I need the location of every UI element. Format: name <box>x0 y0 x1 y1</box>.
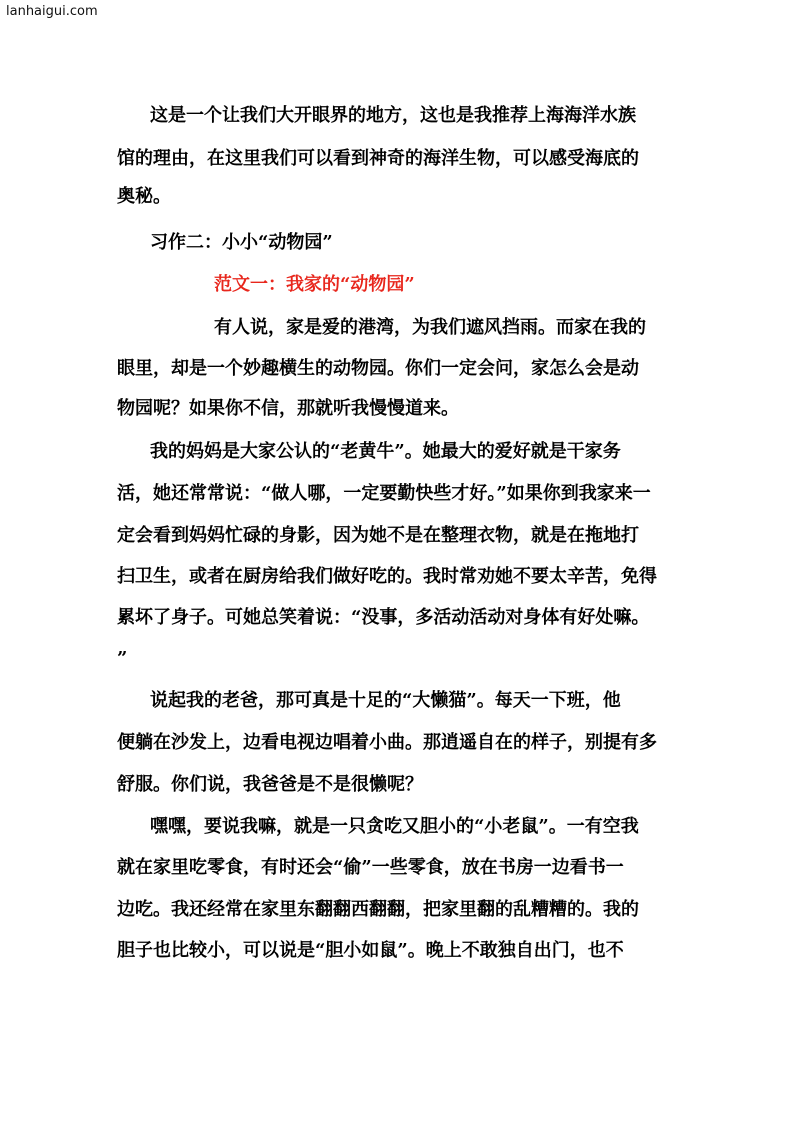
text-line: 扫卫生，或者在厨房给我们做好吃的。我时常劝她不要太辛苦，免得 <box>117 566 657 587</box>
text-line: 便躺在沙发上，边看电视边唱着小曲。那逍遥自在的样子，别提有多 <box>117 732 657 753</box>
section-heading: 习作二：小小“动物园” <box>150 232 333 253</box>
text-line: 就在家里吃零食，有时还会“偷”一些零食，放在书房一边看书一 <box>117 857 624 878</box>
text-line: 定会看到妈妈忙碌的身影，因为她不是在整理衣物，就是在拖地打 <box>117 525 639 546</box>
text-line: 胆子也比较小，可以说是“胆小如鼠”。晚上不敢独自出门，也不 <box>117 940 624 961</box>
text-line: 我的妈妈是大家公认的“老黄牛”。她最大的爱好就是干家务 <box>150 441 621 462</box>
site-watermark: lanhaigui.com <box>6 4 98 19</box>
text-line: 说起我的老爸，那可真是十足的“大懒猫”。每天一下班，他 <box>150 690 621 711</box>
text-line: 馆的理由，在这里我们可以看到神奇的海洋生物，可以感受海底的 <box>117 148 639 169</box>
text-line: 累坏了身子。可她总笑着说：“没事，多活动活动对身体有好处嘛。 <box>117 607 650 628</box>
text-line: 奥秘。 <box>117 186 171 207</box>
text-line: 嘿嘿，要说我嘛，就是一只贪吃又胆小的“小老鼠”。一有空我 <box>150 816 639 837</box>
text-line: 活，她还常常说：“做人哪，一定要勤快些才好。”如果你到我家来一 <box>117 483 651 504</box>
text-line: 眼里，却是一个妙趣横生的动物园。你们一定会问，家怎么会是动 <box>117 358 639 379</box>
text-line: 有人说，家是爱的港湾，为我们遮风挡雨。而家在我的 <box>214 317 646 338</box>
text-line: 物园呢？如果你不信，那就听我慢慢道来。 <box>117 398 459 419</box>
text-line: 边吃。我还经常在家里东翻翻西翻翻，把家里翻的乱糟糟的。我的 <box>117 899 639 920</box>
sample-essay-title: 范文一：我家的“动物园” <box>214 274 415 295</box>
text-line: 舒服。你们说，我爸爸是不是很懒呢？ <box>117 774 423 795</box>
text-line: 这是一个让我们大开眼界的地方，这也是我推荐上海海洋水族 <box>150 105 636 126</box>
text-line: ” <box>117 648 128 669</box>
